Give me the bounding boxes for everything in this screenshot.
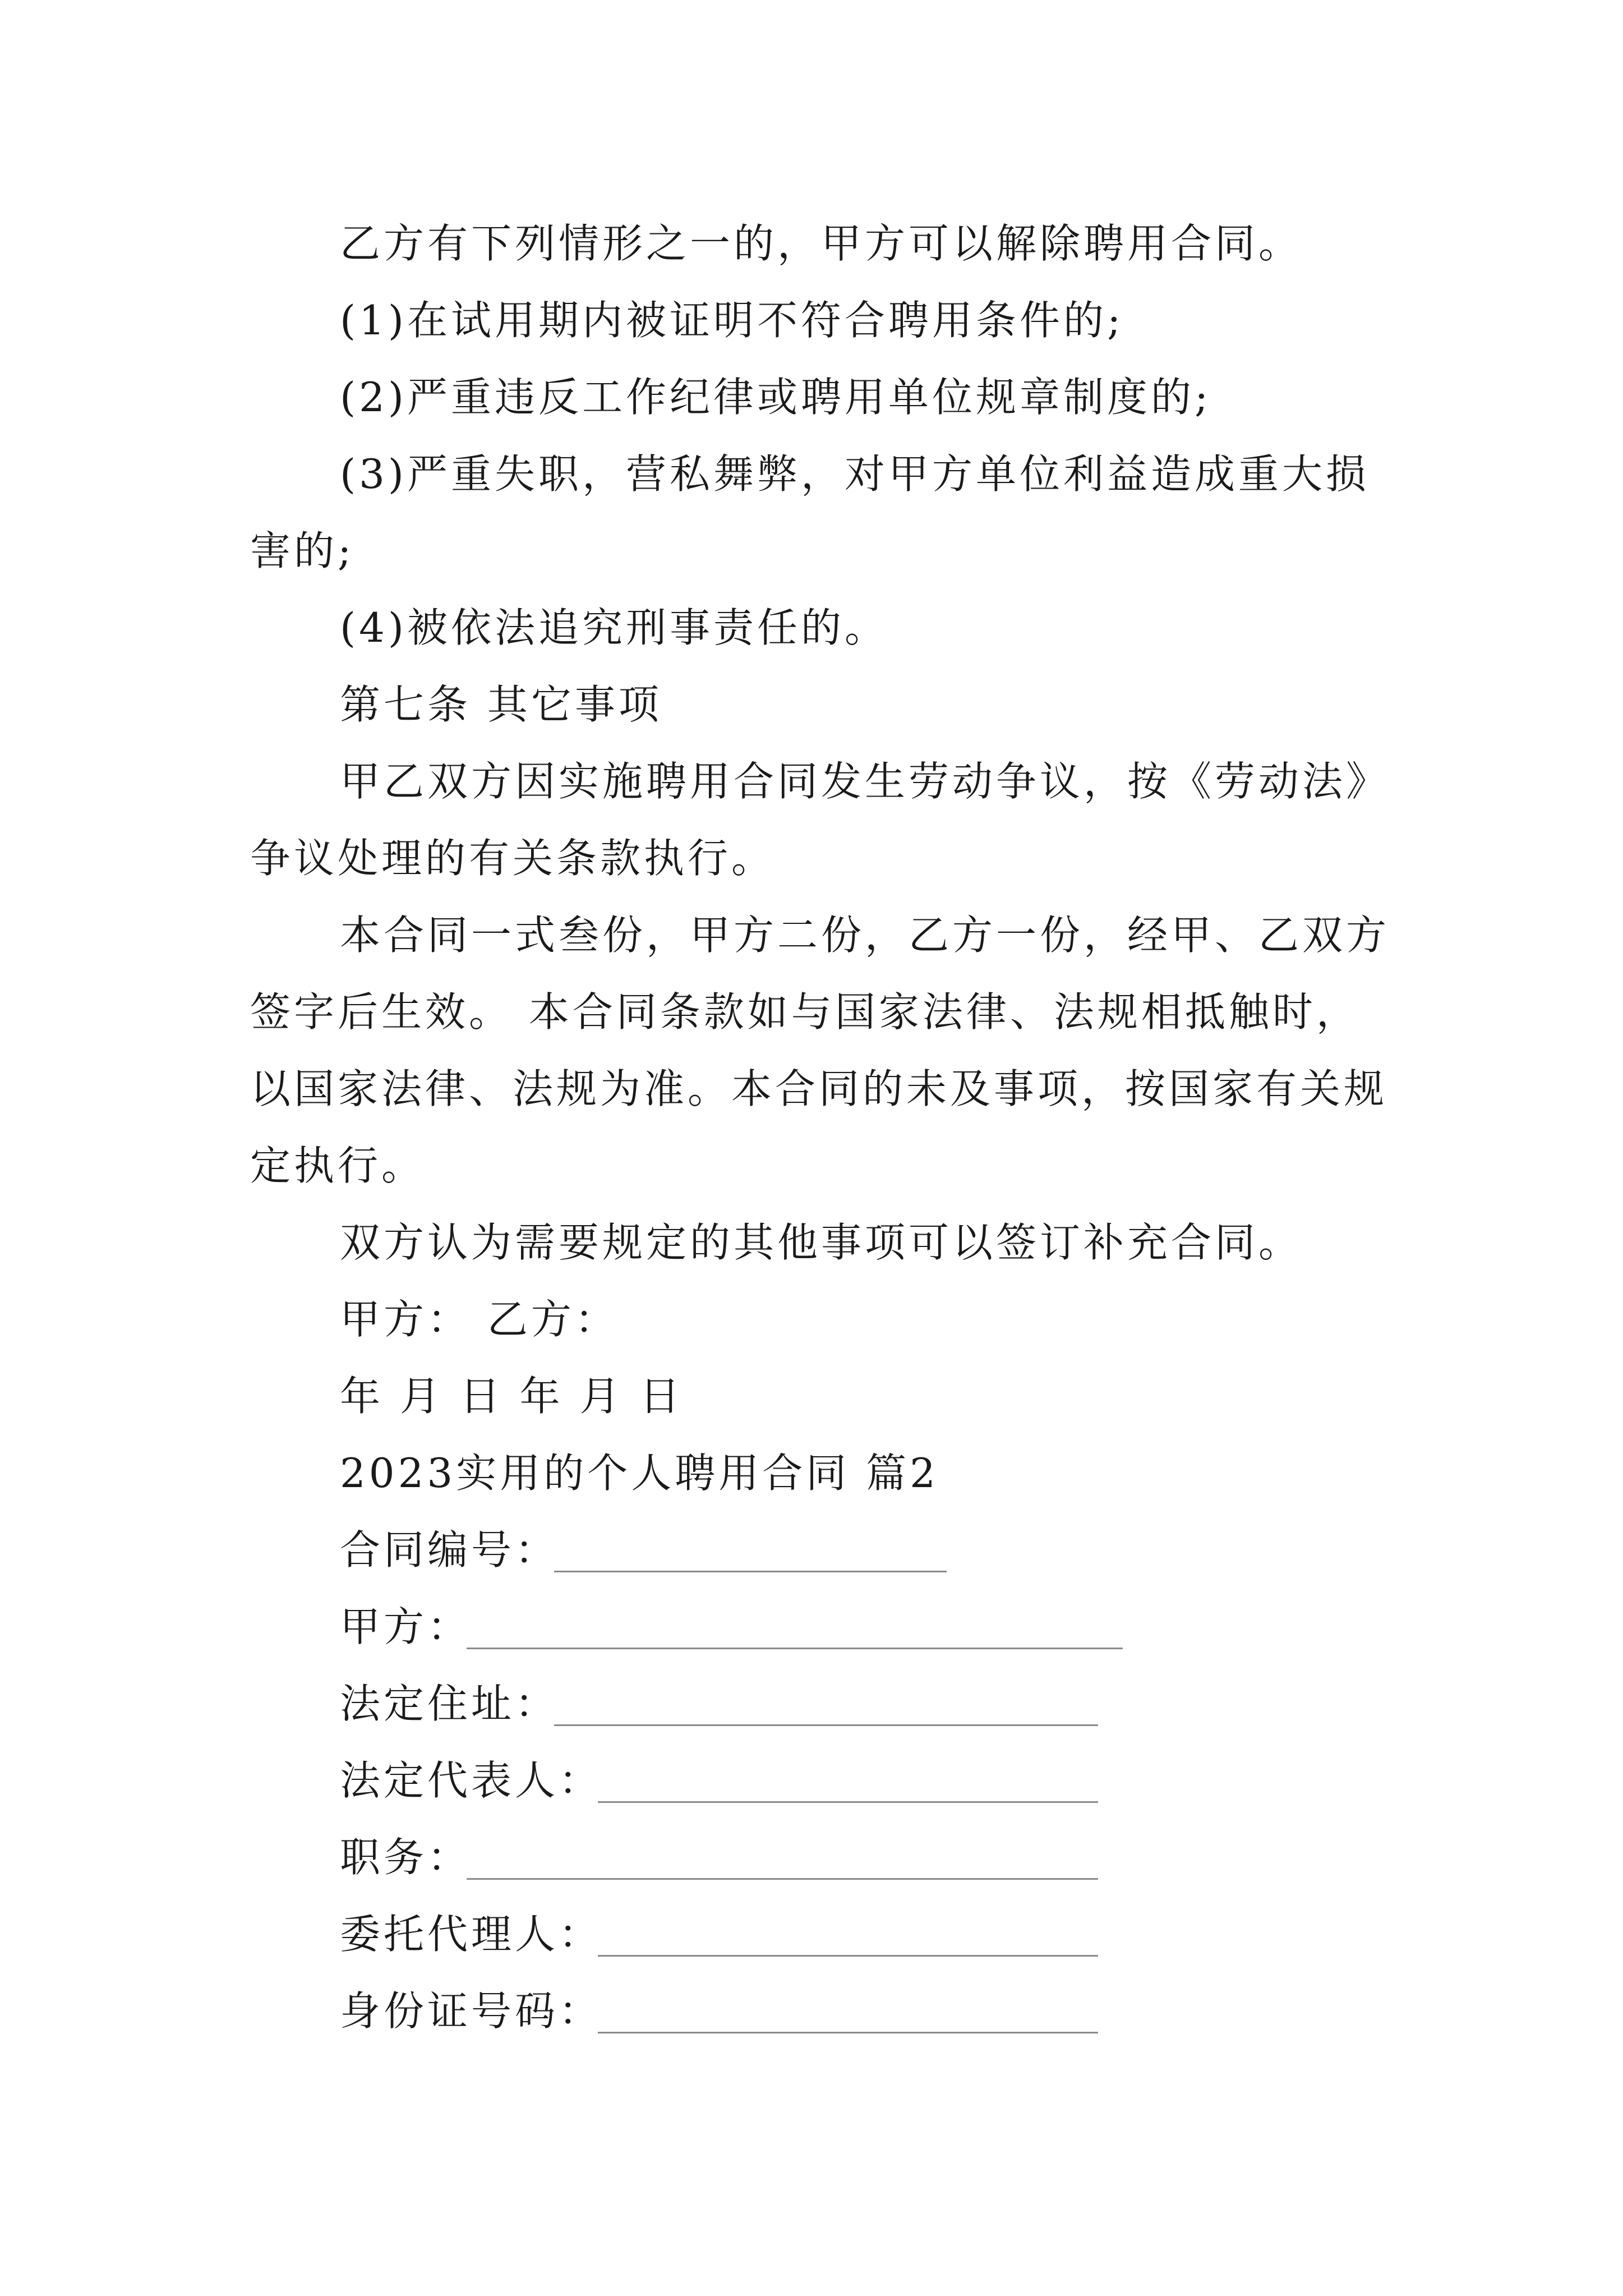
agent-label: 委托代理人： — [340, 1911, 603, 1958]
para-item-3-line2: 害的; — [250, 527, 355, 574]
contract-number-label: 合同编号： — [340, 1526, 559, 1573]
para-copies-line1: 本合同一式叁份，甲方二份，乙方一份，经甲、乙双方 — [340, 912, 1390, 959]
para-termination-intro: 乙方有下列情形之一的，甲方可以解除聘用合同。 — [340, 220, 1303, 267]
party-a-blank[interactable] — [467, 1648, 1123, 1649]
agent-blank[interactable] — [598, 1955, 1098, 1957]
id-number-blank[interactable] — [598, 2032, 1098, 2033]
legal-address-label: 法定住址： — [340, 1680, 559, 1727]
para-item-3-line1: (3)严重失职，营私舞弊，对甲方单位利益造成重大损 — [340, 450, 1370, 498]
legal-address-blank[interactable] — [554, 1724, 1098, 1726]
id-number-label: 身份证号码： — [340, 1987, 603, 2035]
para-dispute-line2: 争议处理的有关条款执行。 — [250, 835, 776, 882]
para-supplement: 双方认为需要规定的其他事项可以签订补充合同。 — [340, 1219, 1303, 1266]
signature-dates: 年 月 日 年 月 日 — [340, 1373, 684, 1420]
signature-parties: 甲方： 乙方： — [340, 1296, 619, 1343]
para-dispute-line1: 甲乙双方因实施聘用合同发生劳动争议，按《劳动法》 — [340, 758, 1390, 805]
position-blank[interactable] — [467, 1878, 1098, 1880]
para-item-1: (1)在试用期内被证明不符合聘用条件的; — [340, 297, 1124, 344]
party-a-label: 甲方： — [340, 1603, 472, 1650]
para-item-2: (2)严重违反工作纪律或聘用单位规章制度的; — [340, 374, 1212, 421]
para-copies-line3: 以国家法律、法规为准。本合同的未及事项，按国家有关规 — [250, 1065, 1388, 1112]
position-label: 职务： — [340, 1834, 472, 1881]
para-copies-line4: 定执行。 — [250, 1142, 426, 1189]
section-heading-article-7: 第七条 其它事项 — [340, 681, 662, 728]
legal-representative-blank[interactable] — [598, 1801, 1098, 1803]
para-item-4: (4)被依法追究刑事责任的。 — [340, 604, 888, 651]
legal-representative-label: 法定代表人： — [340, 1757, 603, 1804]
contract-2-title: 2023实用的个人聘用合同 篇2 — [340, 1450, 939, 1497]
para-copies-line2: 签字后生效。 本合同条款如与国家法律、法规相抵触时， — [250, 988, 1360, 1036]
contract-number-blank[interactable] — [554, 1571, 947, 1572]
